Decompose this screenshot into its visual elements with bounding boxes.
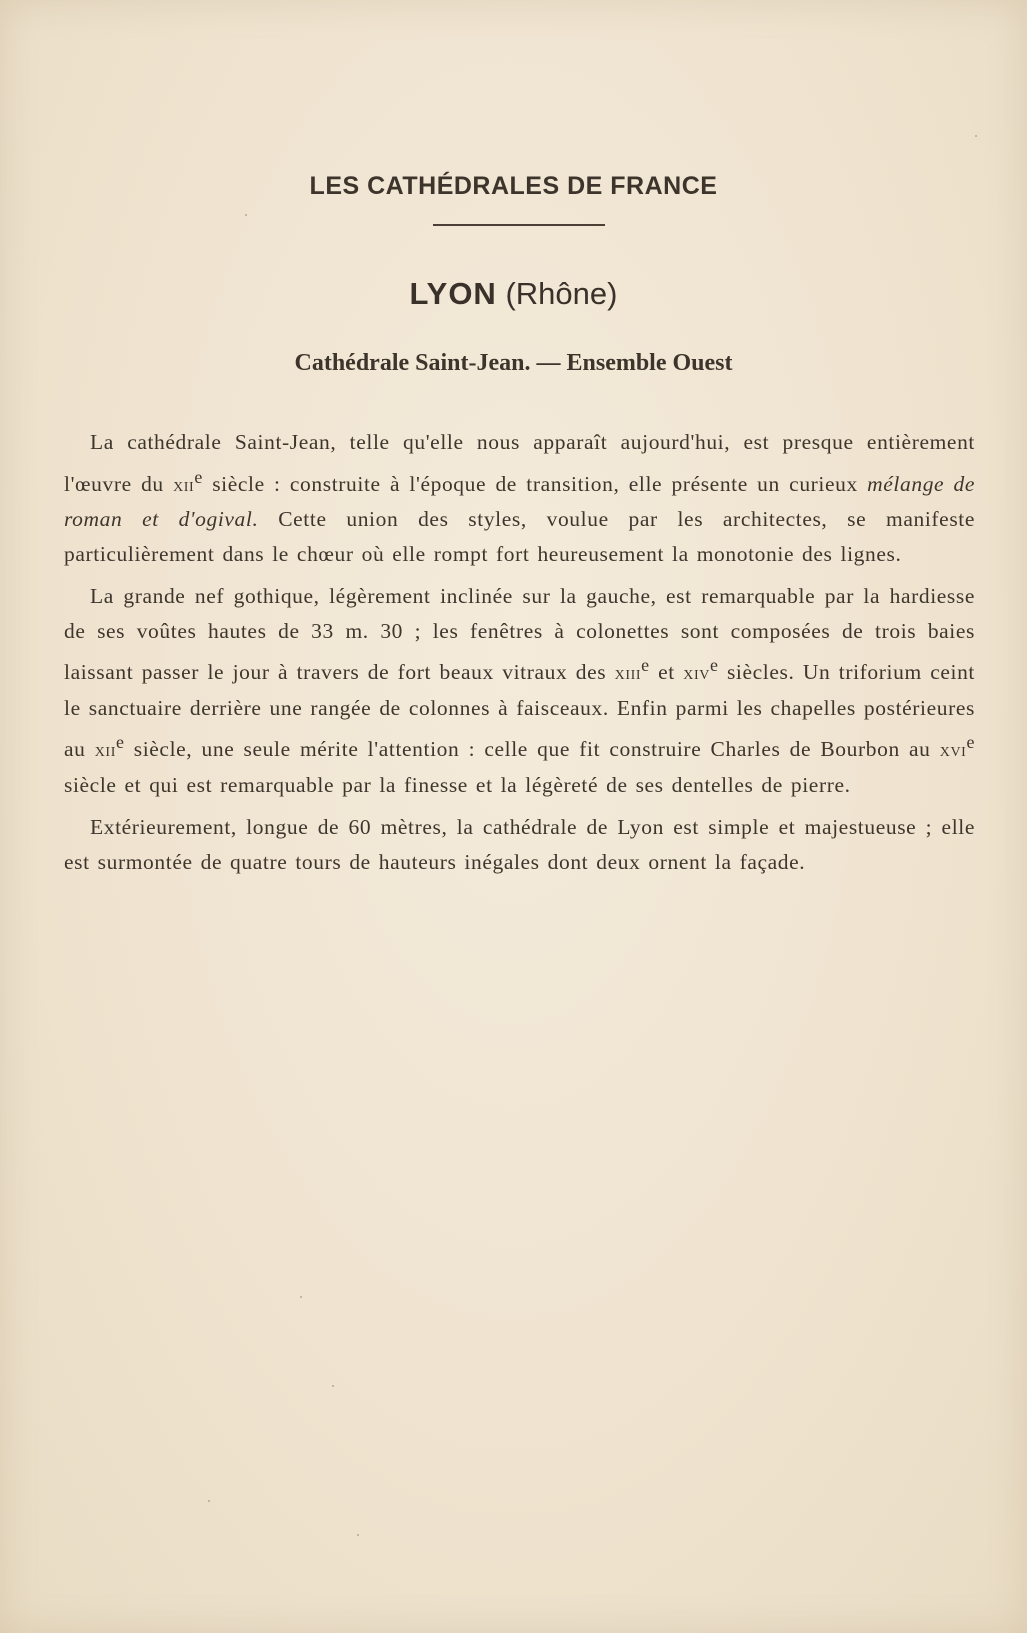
century-suffix: e	[115, 732, 125, 753]
speck	[245, 214, 247, 216]
italic-phrase: mélange de roman et d'ogival.	[64, 471, 975, 532]
century-suffix: e	[194, 466, 203, 487]
text-run: siècle, une seule mérite l'attention : celle que fit construire Charles de Bourbon au	[124, 737, 940, 762]
text-run: et	[649, 660, 684, 685]
paragraph-1	[64, 425, 975, 571]
speck	[208, 1500, 210, 1502]
speck	[332, 1385, 334, 1387]
text-run: La cathédrale Saint-Jean, telle qu'elle nous apparaît aujourd'hui, est presque entièrement l'œuvre du	[64, 430, 975, 496]
text-run: Cette union des styles, voulue par les architectes, se manifeste particulièrement dans le chœur où elle rompt fort heureusement la monotonie des lignes.	[64, 507, 976, 566]
century-numeral: xii	[94, 739, 116, 762]
paragraph-3	[64, 810, 975, 879]
title-divider	[433, 224, 605, 226]
text-run: Extérieurement, longue de 60 mètres, la cathédrale de Lyon est simple et majestueuse ; elle est surmontée de quatre tours de hauteurs inégales dont deux ornent la façade.	[64, 815, 975, 874]
place-heading	[0, 276, 1027, 312]
series-title: LES CATHÉDRALES DE FRANCE	[309, 172, 718, 200]
speck	[357, 1534, 359, 1536]
text-run: siècles. Un triforium ceint le sanctuaire derrière une rangée de colonnes à faisceaux. Enfin parmi les chapelles postérieures au	[64, 660, 975, 762]
speck	[300, 1296, 302, 1298]
text-run: siècle et qui est remarquable par la finesse et la légèreté de ses dentelles de pierre.	[64, 772, 851, 797]
century-numeral: xiv	[683, 662, 710, 685]
century-suffix: e	[709, 655, 719, 676]
city-name: LYON	[409, 276, 497, 311]
century-numeral: xvi	[939, 739, 967, 762]
century-suffix: e	[641, 655, 650, 676]
description-text	[64, 425, 975, 887]
century-numeral: xii	[173, 473, 195, 496]
text-run: siècle : construite à l'époque de transition, elle présente un curieux	[202, 471, 868, 496]
region-name: (Rhône)	[505, 276, 618, 311]
speck	[975, 135, 977, 137]
century-numeral: xiii	[614, 662, 642, 685]
text-run: La grande nef gothique, légèrement inclinée sur la gauche, est remarquable par la hardiesse de ses voûtes hautes de 33 m. 30 ; les fenêtres à colonettes sont composées de trois baies laissant passer le jour à travers de fort beaux vitraux des	[64, 584, 975, 685]
subtitle: Cathédrale Saint-Jean. — Ensemble Ouest	[294, 350, 733, 376]
century-suffix: e	[966, 732, 976, 753]
paragraph-2	[64, 579, 975, 802]
